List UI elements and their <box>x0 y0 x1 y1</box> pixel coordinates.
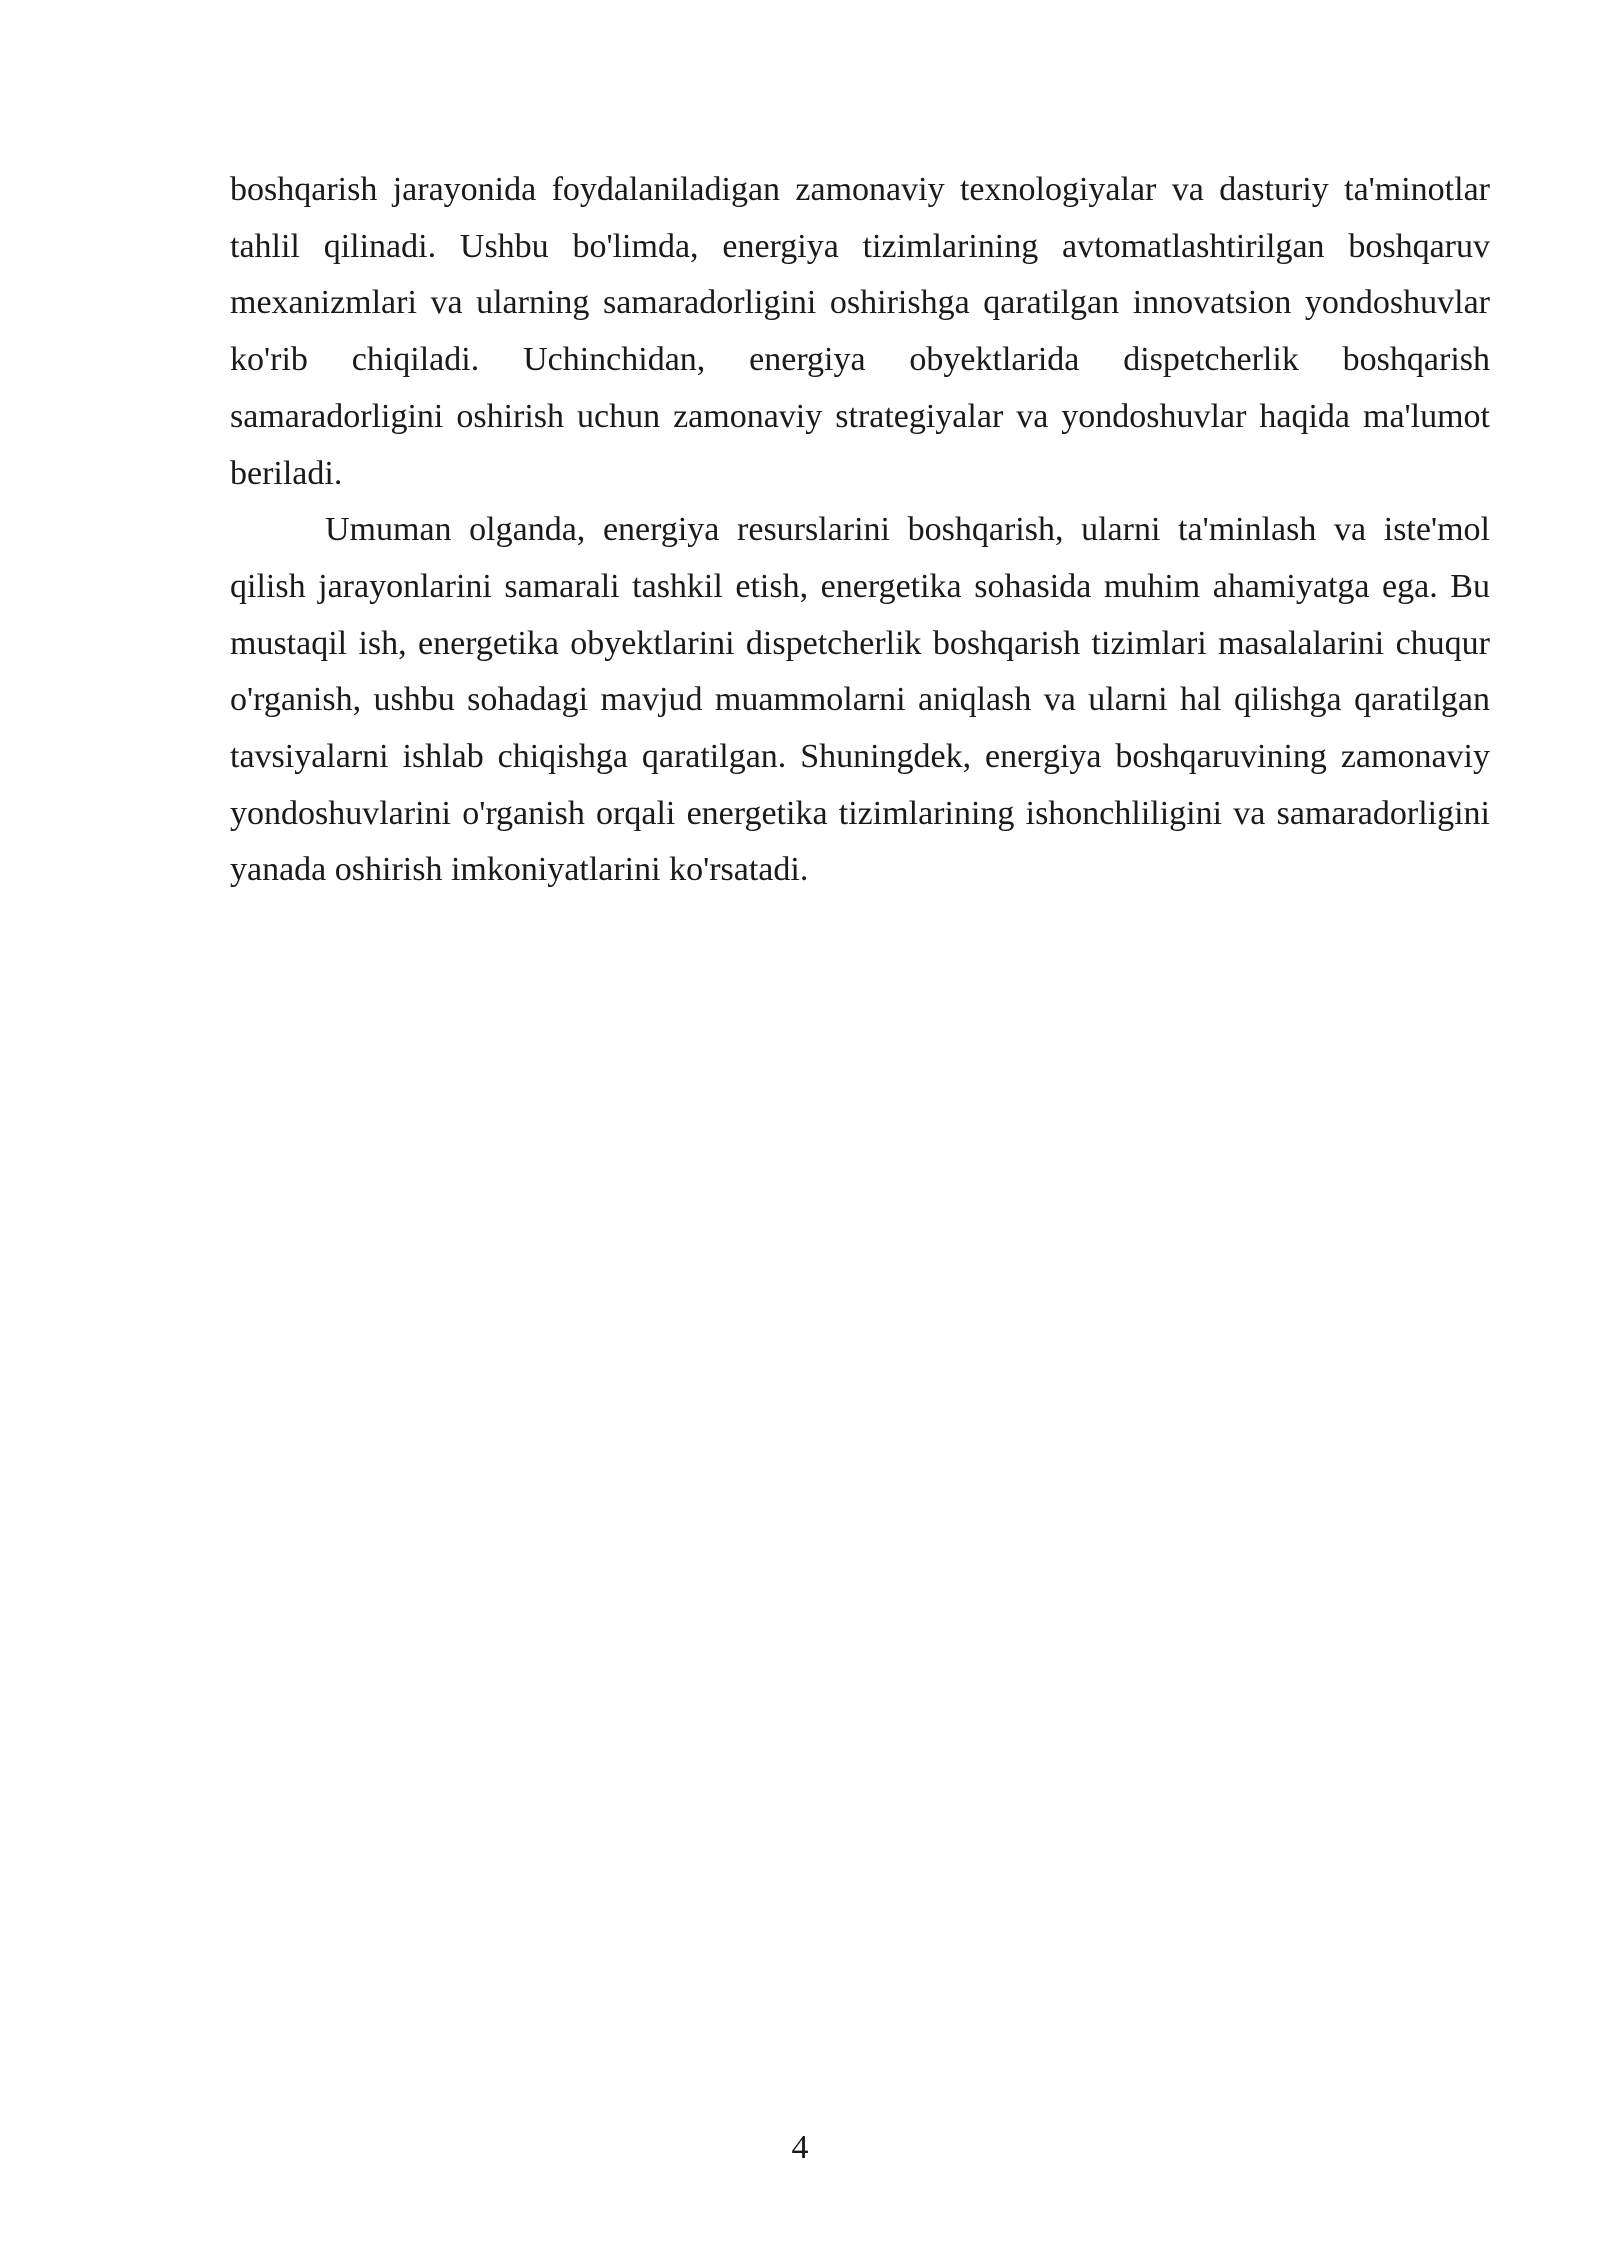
paragraph-continuation: boshqarish jarayonida foydalaniladigan zamonaviy texnologiyalar va dasturiy ta'minotlar tahlil qilinadi. Ushbu bo'limda, energiya tizimlarining avtomatlashtirilgan boshqaruv mexanizmlari va ularning samaradorligini oshirishga qaratilgan innovatsion yondoshuvlar ko'rib chiqiladi. Uchinchidan, energiya obyektlarida dispetcherlik boshqarish samaradorligini oshirish uchun zamonaviy strategiyalar va yondoshuvlar haqida ma'lumot beriladi. <box>230 171 1490 492</box>
page-body <box>230 162 1490 899</box>
paragraph-summary: Umuman olganda, energiya resurslarini boshqarish, ularni ta'minlash va iste'mol qilish jarayonlarini samarali tashkil etish, energetika sohasida muhim ahamiyatga ega. Bu mustaqil ish, energetika obyektlarini dispetcherlik boshqarish tizimlari masalalarini chuqur o'rganish, ushbu sohadagi mavjud muammolarni aniqlash va ularni hal qilishga qaratilgan tavsiyalarni ishlab chiqishga qaratilgan. Shuningdek, energiya boshqaruvining zamonaviy yondoshuvlarini o'rganish orqali energetika tizimlarining ishonchliligini va samaradorligini yanada oshirish imkoniyatlarini ko'rsatadi. <box>230 511 1490 889</box>
page-number: 4 <box>791 2129 809 2166</box>
